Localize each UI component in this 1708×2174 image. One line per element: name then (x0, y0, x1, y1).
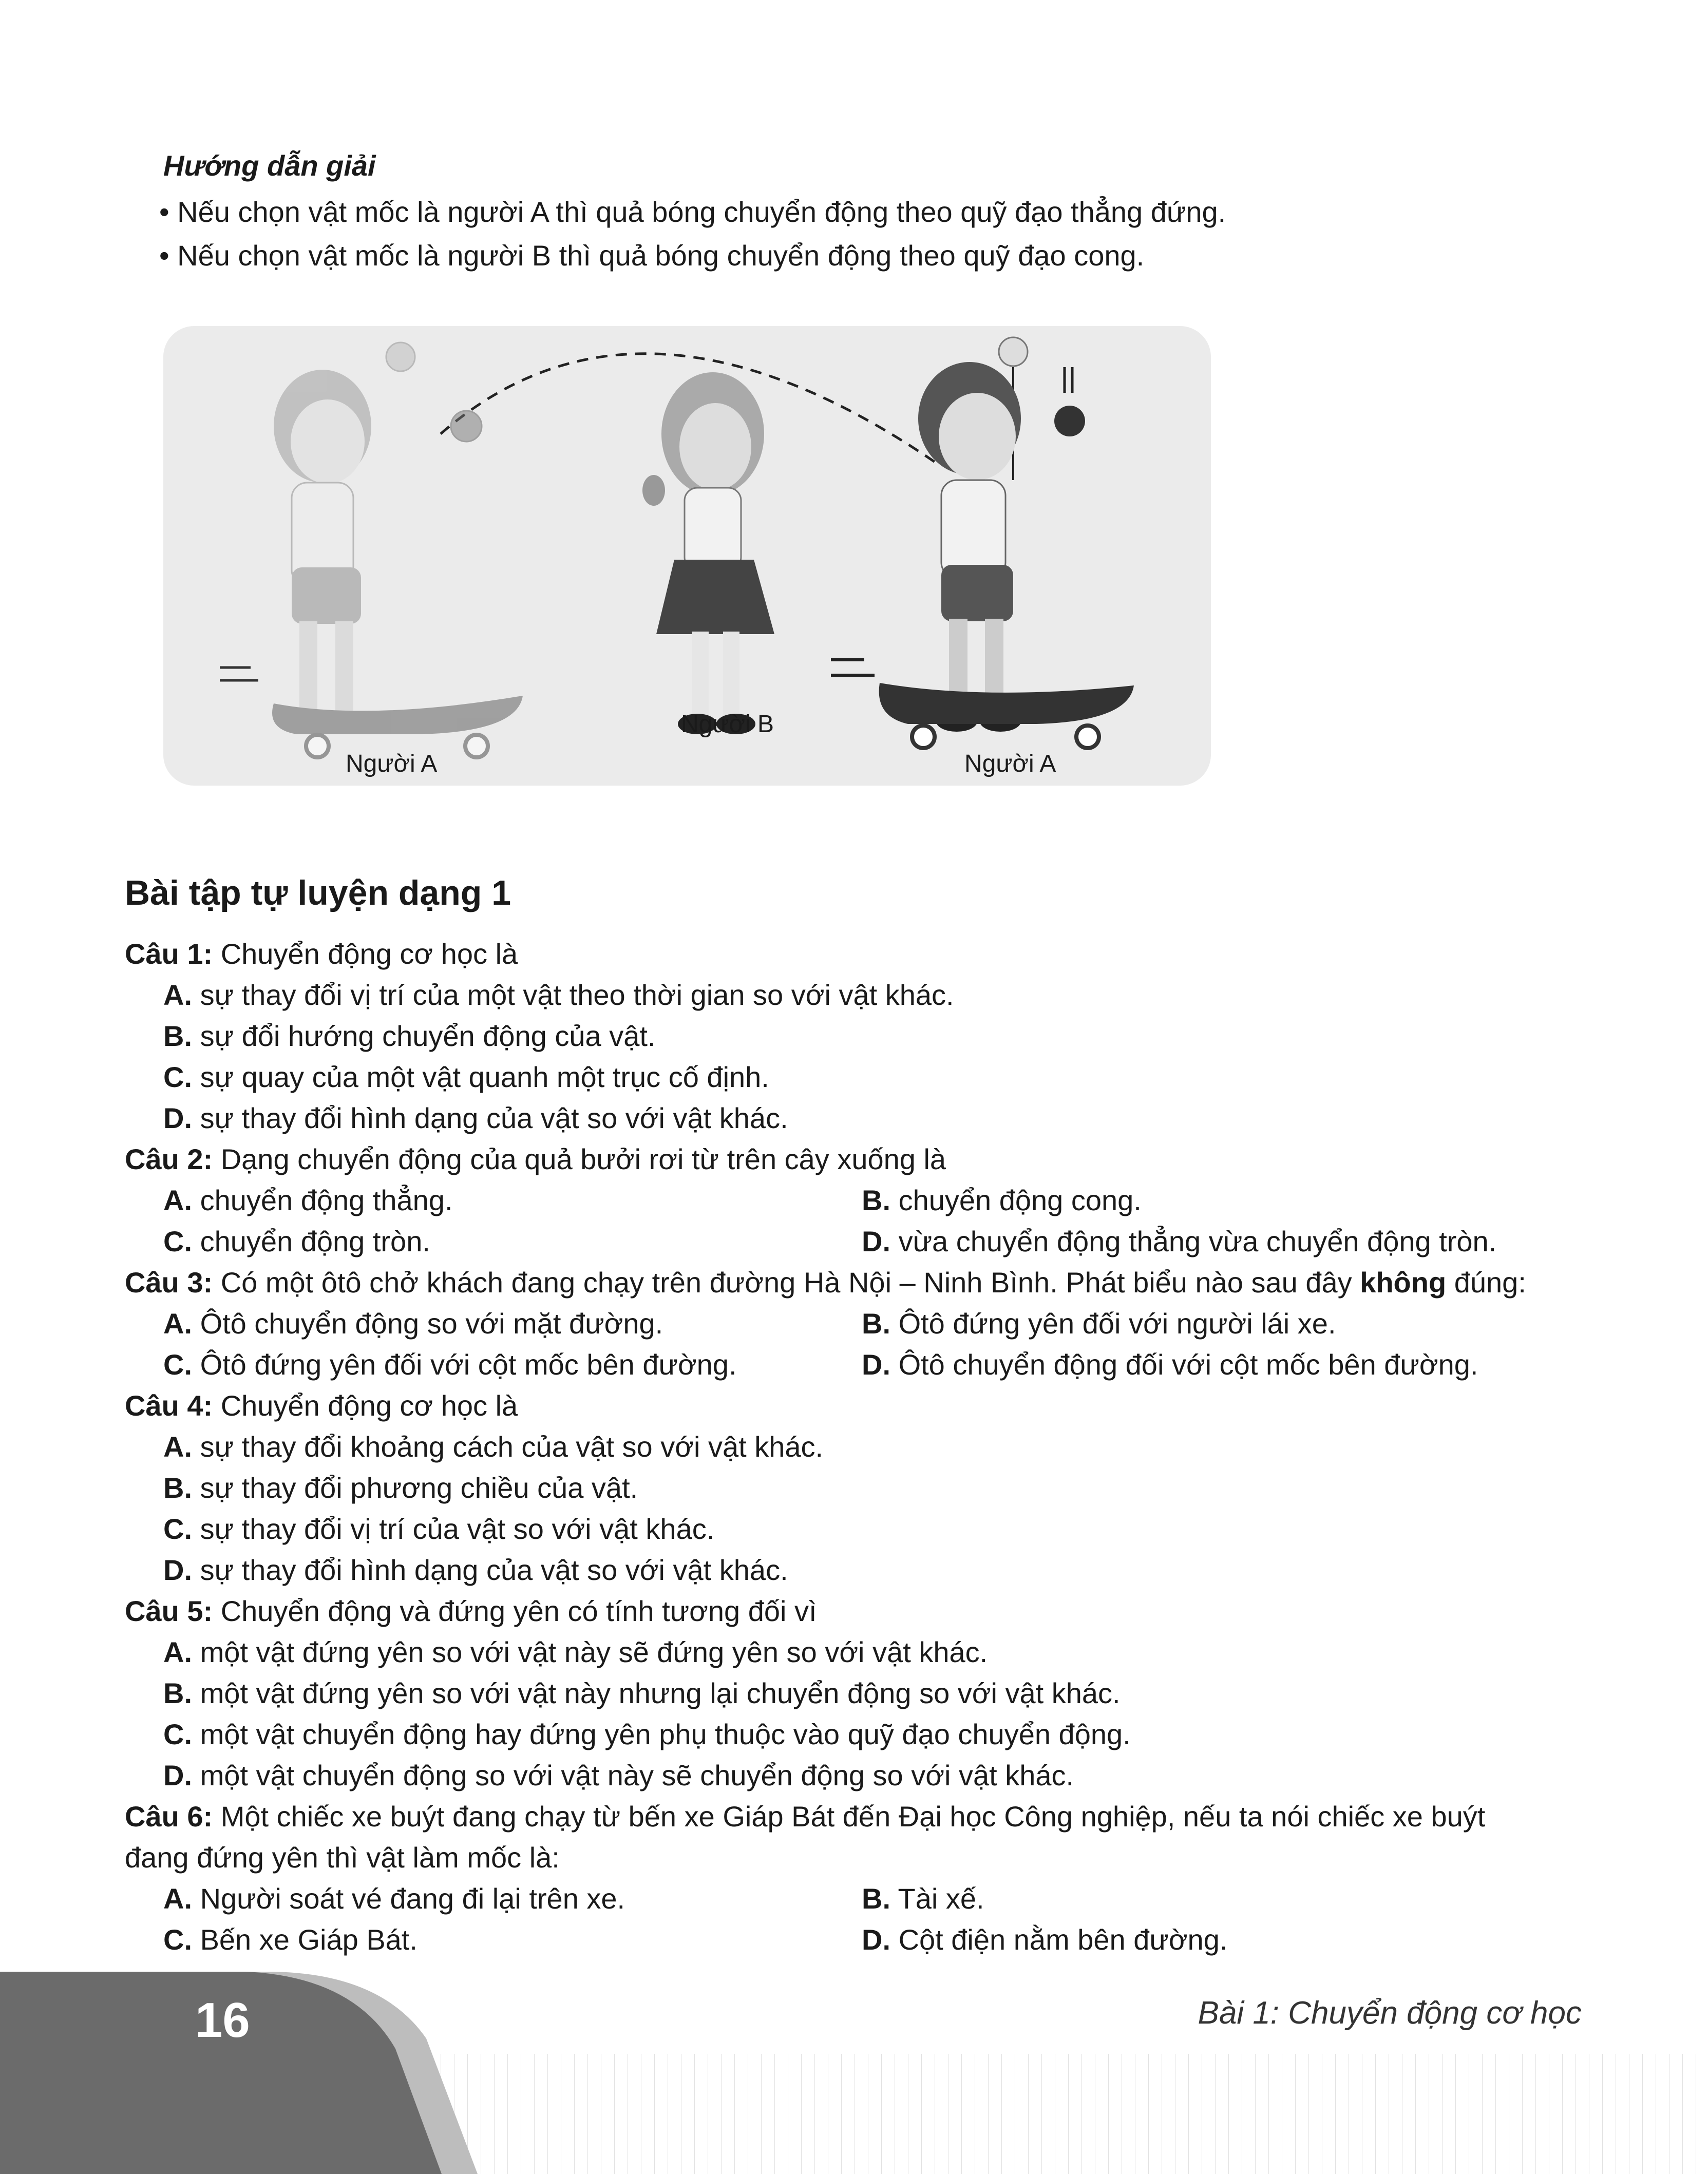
speed-lines-right (831, 660, 875, 675)
question-1: Câu 1: Chuyển động cơ học là (125, 938, 518, 970)
q4-option-b: B. sự thay đổi phương chiều của vật. (163, 1472, 638, 1504)
q1-option-b: B. sự đổi hướng chuyển động của vật. (163, 1020, 656, 1052)
q3-option-b: B. Ôtô đứng yên đối với người lái xe. (862, 1307, 1336, 1340)
speed-lines-left (220, 668, 258, 680)
guide-title: Hướng dẫn giải (163, 149, 376, 182)
question-5: Câu 5: Chuyển động và đứng yên có tính tương đối vì (125, 1595, 817, 1627)
q2-option-c: C. chuyển động tròn. (163, 1225, 430, 1257)
person-a-left (272, 342, 523, 757)
q1-option-d: D. sự thay đổi hình dạng của vật so với vật khác. (163, 1102, 788, 1134)
q5-option-b: B. một vật đứng yên so với vật này nhưng lại chuyển động so với vật khác. (163, 1677, 1121, 1709)
chapter-title: Bài 1: Chuyển động cơ học (1198, 1995, 1582, 2031)
q6-option-b: B. Tài xế. (862, 1882, 984, 1915)
q4-option-c: C. sự thay đổi vị trí của vật so với vật khác. (163, 1513, 715, 1545)
person-b (642, 372, 774, 734)
q3-option-d: D. Ôtô chuyển động đối với cột mốc bên đường. (862, 1348, 1478, 1381)
caption-person-b: Người B (681, 711, 774, 738)
q2-option-d: D. vừa chuyển động thẳng vừa chuyển động tròn. (862, 1225, 1497, 1257)
question-6-line-2: đang đứng yên thì vật làm mốc là: (125, 1841, 560, 1874)
q6-option-d: D. Cột điện nằm bên đường. (862, 1923, 1228, 1956)
q5-option-d: D. một vật chuyển động so với vật này sẽ chuyển động so với vật khác. (163, 1759, 1074, 1791)
q1-option-c: C. sự quay của một vật quanh một trục cố định. (163, 1061, 769, 1093)
question-4: Câu 4: Chuyển động cơ học là (125, 1389, 518, 1422)
page-number: 16 (195, 1993, 250, 2048)
question-2: Câu 2: Dạng chuyển động của quả bưởi rơi từ trên cây xuống là (125, 1143, 946, 1175)
guide-line-2: • Nếu chọn vật mốc là người B thì quả bóng chuyển động theo quỹ đạo cong. (159, 239, 1145, 272)
q4-option-a: A. sự thay đổi khoảng cách của vật so với vật khác. (163, 1431, 824, 1463)
caption-person-a-right: Người A (964, 750, 1056, 777)
q3-option-a: A. Ôtô chuyển động so với mặt đường. (163, 1307, 663, 1340)
illustration-panel (163, 326, 1211, 786)
exercise-section-title: Bài tập tự luyện dạng 1 (125, 873, 511, 912)
q2-option-a: A. chuyển động thẳng. (163, 1184, 453, 1216)
question-3: Câu 3: Có một ôtô chở khách đang chạy trên đường Hà Nội – Ninh Bình. Phát biểu nào sau đây không đúng: (125, 1266, 1526, 1299)
q3-option-c: C. Ôtô đứng yên đối với cột mốc bên đường. (163, 1348, 737, 1381)
q1-option-a: A. sự thay đổi vị trí của một vật theo thời gian so với vật khác. (163, 979, 954, 1011)
question-6: Câu 6: Một chiếc xe buýt đang chạy từ bến xe Giáp Bát đến Đại học Công nghiệp, nếu ta nói chiếc xe buýt (125, 1800, 1486, 1833)
q5-option-a: A. một vật đứng yên so với vật này sẽ đứng yên so với vật khác. (163, 1636, 988, 1668)
q6-option-c: C. Bến xe Giáp Bát. (163, 1923, 417, 1956)
q5-option-c: C. một vật chuyển động hay đứng yên phụ thuộc vào quỹ đạo chuyển động. (163, 1718, 1131, 1750)
person-a-right (879, 337, 1134, 748)
q2-option-b: B. chuyển động cong. (862, 1184, 1142, 1216)
q4-option-d: D. sự thay đổi hình dạng của vật so với vật khác. (163, 1554, 788, 1586)
q6-option-a: A. Người soát vé đang đi lại trên xe. (163, 1882, 625, 1915)
caption-person-a-left: Người A (346, 750, 438, 777)
guide-line-1: • Nếu chọn vật mốc là người A thì quả bóng chuyển động theo quỹ đạo thẳng đứng. (159, 196, 1226, 228)
